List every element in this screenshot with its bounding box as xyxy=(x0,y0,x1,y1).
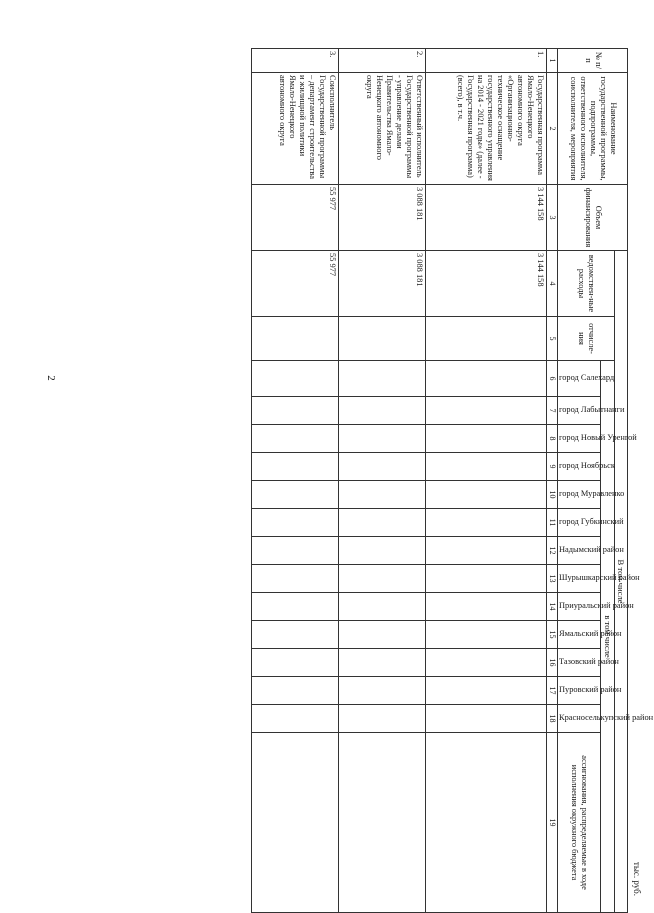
header-dept: ведомствен-ные расходы xyxy=(558,251,614,317)
row-dept: 3 088 181 xyxy=(339,251,426,317)
header-in-sub: в том числе xyxy=(601,361,614,913)
header-num: № п/п xyxy=(558,49,628,73)
header-district: Красноселькупский район xyxy=(558,705,601,733)
empty-cell xyxy=(252,677,339,705)
empty-cell xyxy=(252,361,339,397)
column-number: 19 xyxy=(547,733,558,913)
empty-cell xyxy=(339,317,426,361)
column-number: 12 xyxy=(547,537,558,565)
row-dept: 3 144 158 xyxy=(426,251,547,317)
header-district: город Лабытнанги xyxy=(558,397,601,425)
empty-cell xyxy=(339,733,426,913)
empty-cell xyxy=(252,509,339,537)
column-number: 2 xyxy=(547,73,558,185)
column-number: 9 xyxy=(547,453,558,481)
header-in-total: В том числе xyxy=(614,251,627,913)
empty-cell xyxy=(252,397,339,425)
row-volume: 3 088 181 xyxy=(339,185,426,251)
empty-cell xyxy=(426,537,547,565)
empty-cell xyxy=(426,593,547,621)
empty-cell xyxy=(426,621,547,649)
empty-cell xyxy=(339,361,426,397)
empty-cell xyxy=(426,397,547,425)
row-num: 2. xyxy=(339,49,426,73)
empty-cell xyxy=(339,481,426,509)
empty-cell xyxy=(339,649,426,677)
header-district: Шурышкарский район xyxy=(558,565,601,593)
empty-cell xyxy=(252,453,339,481)
empty-cell xyxy=(426,565,547,593)
header-transfer: отчисле-ния xyxy=(558,317,614,361)
column-number: 6 xyxy=(547,361,558,397)
column-number: 1 xyxy=(547,49,558,73)
empty-cell xyxy=(252,649,339,677)
empty-cell xyxy=(426,705,547,733)
header-district: Тазовский район xyxy=(558,649,601,677)
rotated-table-frame xyxy=(108,48,654,898)
column-number: 5 xyxy=(547,317,558,361)
row-name: Ответственный исполнитель Государственной программы - управление делами Правительства Ямало-Ненецкого автономного округа xyxy=(339,73,426,185)
row-volume: 55 977 xyxy=(252,185,339,251)
empty-cell xyxy=(426,453,547,481)
table-row xyxy=(426,49,547,913)
empty-cell xyxy=(339,509,426,537)
column-number: 10 xyxy=(547,481,558,509)
column-number: 8 xyxy=(547,425,558,453)
column-number: 14 xyxy=(547,593,558,621)
unit-label: тыс. руб. xyxy=(632,861,642,896)
header-district: Надымский район xyxy=(558,537,601,565)
column-number: 4 xyxy=(547,251,558,317)
empty-cell xyxy=(426,509,547,537)
row-name: Соисполнитель Государственной программы – департамент строительства и жилищной политики Ямало-Ненецкого автономного округа xyxy=(252,73,339,185)
column-number: 17 xyxy=(547,677,558,705)
empty-cell xyxy=(426,733,547,913)
empty-cell xyxy=(339,397,426,425)
column-number: 7 xyxy=(547,397,558,425)
header-district: город Новый Уренгой xyxy=(558,425,601,453)
document-sheet xyxy=(108,48,654,898)
empty-cell xyxy=(339,621,426,649)
header-district: город Губкинский xyxy=(558,509,601,537)
header-district: Приуральский район xyxy=(558,593,601,621)
empty-cell xyxy=(339,537,426,565)
column-number: 16 xyxy=(547,649,558,677)
empty-cell xyxy=(426,677,547,705)
page-number: 2 xyxy=(44,375,57,381)
empty-cell xyxy=(252,593,339,621)
empty-cell xyxy=(339,705,426,733)
column-number: 15 xyxy=(547,621,558,649)
empty-cell xyxy=(426,481,547,509)
row-num: 1. xyxy=(426,49,547,73)
empty-cell xyxy=(339,677,426,705)
empty-cell xyxy=(252,621,339,649)
header-district: Пуровский район xyxy=(558,677,601,705)
empty-cell xyxy=(252,481,339,509)
row-num: 3. xyxy=(252,49,339,73)
empty-cell xyxy=(252,317,339,361)
empty-cell xyxy=(252,705,339,733)
empty-cell xyxy=(339,453,426,481)
header-district-allocations: ассигнования, распределяемые в ходе исполнения окружного бюджета xyxy=(558,733,601,913)
row-dept: 55 977 xyxy=(252,251,339,317)
header-name: Наименование государственной программы, подпрограммы, ответственного исполнителя, соисполнителя, мероприятия xyxy=(558,73,628,185)
row-volume: 3 144 158 xyxy=(426,185,547,251)
column-number-row xyxy=(547,49,558,913)
column-number: 11 xyxy=(547,509,558,537)
header-district: город Муравленко xyxy=(558,481,601,509)
empty-cell xyxy=(426,649,547,677)
empty-cell xyxy=(426,361,547,397)
empty-cell xyxy=(339,565,426,593)
empty-cell xyxy=(252,425,339,453)
header-district: город Салехард xyxy=(558,361,601,397)
header-volume: Объем финансирования xyxy=(558,185,628,251)
column-number: 13 xyxy=(547,565,558,593)
empty-cell xyxy=(426,317,547,361)
table-row xyxy=(252,49,339,913)
header-district: Ямальский район xyxy=(558,621,601,649)
empty-cell xyxy=(339,425,426,453)
column-number: 3 xyxy=(547,185,558,251)
empty-cell xyxy=(252,733,339,913)
row-name: Государственная программа Ямало-Ненецкого автономного округа «Организационно-техническое оснащение государственного управления на 2014 - 2021 годы» (далее - Государственная программа) (всего), в т.ч. xyxy=(426,73,547,185)
empty-cell xyxy=(339,593,426,621)
empty-cell xyxy=(252,537,339,565)
column-number: 18 xyxy=(547,705,558,733)
empty-cell xyxy=(426,425,547,453)
table-row xyxy=(339,49,426,913)
header-district: город Ноябрьск xyxy=(558,453,601,481)
empty-cell xyxy=(252,565,339,593)
